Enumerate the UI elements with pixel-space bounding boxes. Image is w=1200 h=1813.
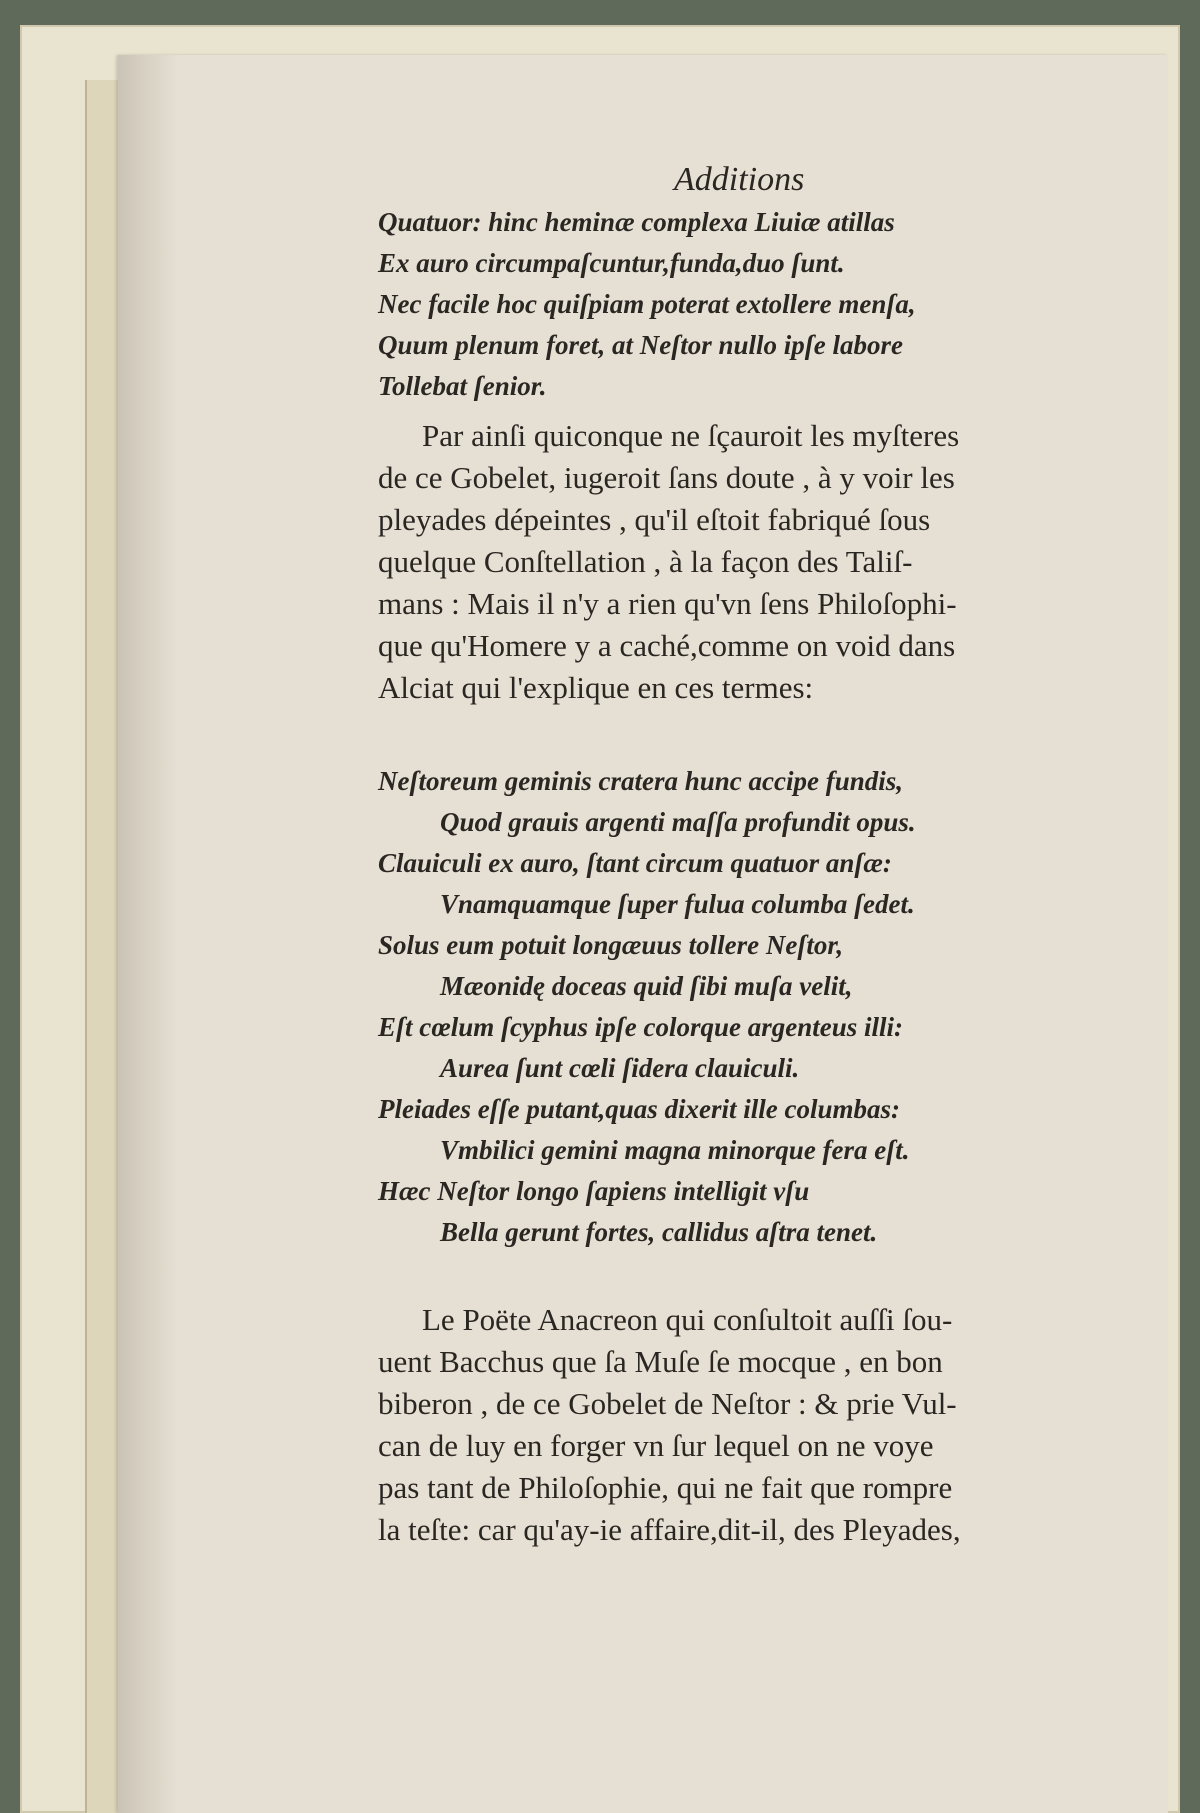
verse-line: Vnamquamque ſuper fulua columba ſedet. (440, 889, 915, 919)
verse-line: Neſtoreum geminis cratera hunc accipe fundis, (378, 766, 903, 796)
verse-line: Solus eum potuit longæuus tollere Neſtor, (378, 930, 844, 960)
running-header: Additions (674, 161, 805, 198)
prose-line: la teſte: car qu'ay-ie affaire,dit-il, des Pleyades, (378, 1512, 961, 1547)
verse-line: Eſt cœlum ſcyphus ipſe colorque argenteus illi: (378, 1012, 903, 1042)
prose-line: quelque Conſtellation , à la façon des Taliſ- (378, 544, 913, 579)
prose-line: pleyades dépeintes , qu'il eſtoit fabriqué ſous (378, 502, 931, 537)
paragraph-1 (378, 415, 1108, 709)
verse-line: Mæonidę doceas quid ſibi muſa velit, (440, 971, 853, 1001)
prose-line: can de luy en forger vn ſur lequel on ne voye (378, 1428, 934, 1463)
verse-line: Nec facile hoc quiſpiam poterat extollere menſa, (378, 289, 916, 319)
verse-line: Quum plenum foret, at Neſtor nullo ipſe labore (378, 330, 904, 360)
verse-line: Pleiades eſſe putant,quas dixerit ille columbas: (378, 1094, 900, 1124)
verse-line: Aurea ſunt cœli ſidera clauiculi. (440, 1053, 800, 1083)
verse-line: Bella gerunt fortes, callidus aſtra tenet. (440, 1217, 878, 1247)
prose-line: pas tant de Philoſophie, qui ne fait que rompre (378, 1470, 953, 1505)
verse-line: Clauiculi ex auro, ſtant circum quatuor anſæ: (378, 848, 892, 878)
verse-line: Quatuor: hinc heminæ complexa Liuiæ atillas (378, 207, 895, 237)
verse-line: Quod grauis argenti maſſa profundit opus. (440, 807, 916, 837)
paragraph-2 (378, 1299, 1108, 1551)
prose-line: Par ainſi quiconque ne ſçauroit les myſteres (422, 418, 960, 453)
prose-line: que qu'Homere y a caché,comme on void dans (378, 628, 956, 663)
verse-block-2 (378, 761, 1108, 1253)
prose-line: mans : Mais il n'y a rien qu'vn ſens Philoſophi- (378, 586, 957, 621)
verse-line: Hæc Neſtor longo ſapiens intelligit vſu (378, 1176, 810, 1206)
verse-line: Tollebat ſenior. (378, 371, 547, 401)
prose-line: uent Bacchus que ſa Muſe ſe mocque , en bon (378, 1344, 943, 1379)
verse-block-1 (378, 202, 1108, 407)
page-text (378, 160, 1108, 1551)
verse-line: Vmbilici gemini magna minorque fera eſt. (440, 1135, 910, 1165)
verse-line: Ex auro circumpaſcuntur,funda,duo ſunt. (378, 248, 845, 278)
prose-line: biberon , de ce Gobelet de Neſtor : & prie Vul- (378, 1386, 957, 1421)
prose-line: Alciat qui l'explique en ces termes: (378, 670, 814, 705)
prose-line: de ce Gobelet, iugeroit ſans doute , à y voir les (378, 460, 955, 495)
prose-line: Le Poëte Anacreon qui conſultoit auſſi ſou- (422, 1302, 953, 1337)
gutter-shadow (118, 55, 178, 1813)
